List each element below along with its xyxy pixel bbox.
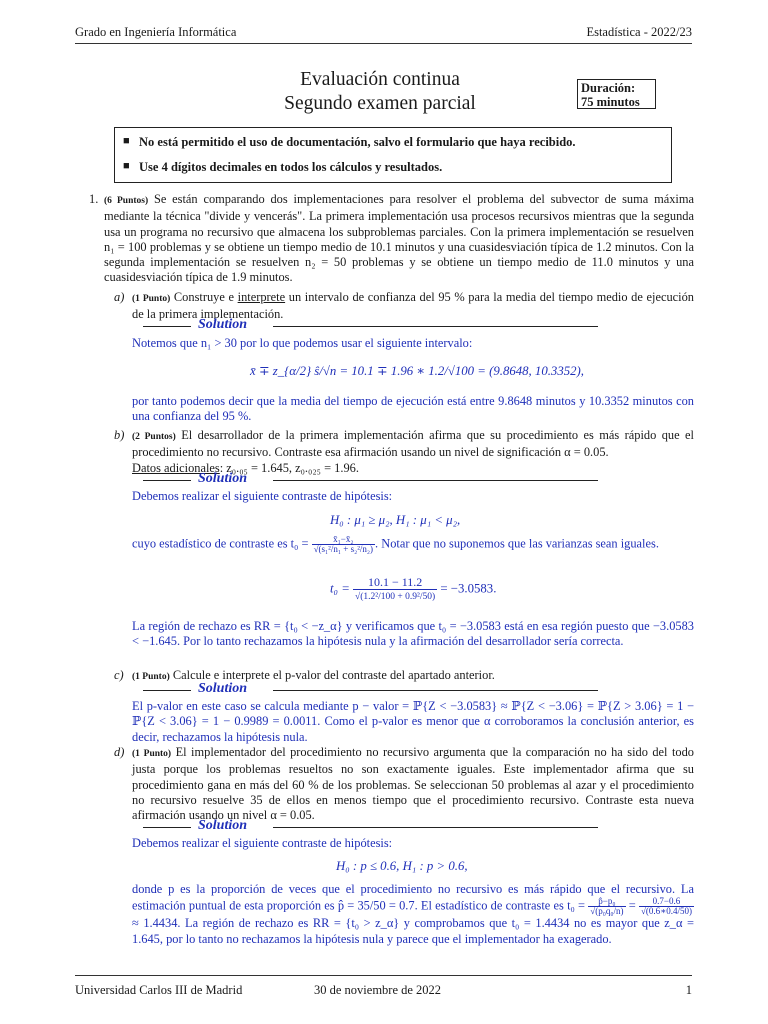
part-d-value-fraction: $\frac{0.7-0.6}{√(0.6∗0.4/50)}$ [640,896,692,917]
part-b-statistic-text: cuyo estadístico de contraste es t₀ = [132,536,309,551]
part-d-text: El implementador del procedimiento no recursivo argumenta que la comparación no ha sido del todo justa porque los problemas resueltos no son exactamente iguales. Este implementador afirma que su procedimiento gana en más del 60 % de los problemas. Se seleccionan 50 problemas al azar y el procedimiento no recursivo resuelve 35 de ellos en menos tiempo que el procedimiento recursivo. Contraste esta nueva afirmación usando un nivel α = 0.05. [132,745,694,823]
part-a-solution-intro: Notemos que n₁ > 30 por lo que podemos usar el siguiente intervalo: [132,336,473,350]
part-c-label: c) [114,668,124,682]
solution-rule [143,690,191,691]
solution-label: Solution [198,317,248,332]
part-d-solution-conclusion: ≈ 1.4434. La región de rechazo es RR = {t₀ > z_α} y comprobamos que t₀ = 1.4434 no es mayor que z_α = 1.645, por lo tanto no rechazamos la hipótesis nula y parece que el implementador ha exagerado. [132,916,694,946]
header-left: Grado en Ingeniería Informática [75,25,237,39]
part-a-text-end: un intervalo de confianza del 95 % para la media del tiempo medio de ejecución de la primera implementación. [132,290,694,322]
title-line-1: Evaluación continua [300,69,460,90]
title-line-2: Segundo examen parcial [284,93,476,114]
t0-fraction [353,575,437,604]
part-c-solution: El p-valor en este caso se calcula mediante p − valor = ℙ{Z < −3.0583} ≈ ℙ{Z < −3.06} = ℙ{Z > 3.06} = 1 − ℙ{Z < 3.06} = 1 − 0.9989 = 0.0011. Como el p-valor es menor que α corroboramos la conclusión anterior, es decir, rechazamos la hipótesis nula. [132,699,694,744]
question-number: 1. [89,192,99,206]
page-title [265,68,495,116]
question-points: (6 Puntos) [104,196,149,206]
bullet-icon: ■ [123,160,130,172]
solution-rule [143,827,191,828]
part-d-solution-definition: donde p es la proporción de veces que el procedimiento no recursivo es más rápido que el recursivo. [132,882,676,896]
header-right: Estadística - 2022/23 [586,25,692,39]
solution-rule [273,690,598,691]
question-text: Se están comparando dos implementaciones para resolver el problema del subvector de suma máxima mediante la técnica "divide y vencerás". La primera implementación usa procesos recursivos mientras que la segunda usa un programa no recursivo que almacena los subproblemas parciales. Con la primera implementación se resuelven n₁ = 100 problemas y se obtiene un tiempo medio de 10.1 minutos y una cuasidesviación típica de 1.2 minutos. Con la segunda implementación se resuelven n₂ = 50 problemas y se obtiene un tiempo medio de 11.0 minutos y una cuasidesviación típica de 1.9 minutos. [104,192,694,285]
solution-rule [273,827,598,828]
t0-lhs: t₀ = [330,581,350,596]
solution-bar [143,318,598,334]
part-d-hypotheses: H₀ : p ≤ 0.6, H₁ : p > 0.6, [336,859,468,873]
part-d-solution-estimate: La estimación puntual de esta proporción es p̂ = 35/50 = 0.7. El estadístico de contraste es t₀ = [132,882,694,913]
part-a-label: a) [114,290,125,304]
part-c-points: (1 Punto) [132,672,170,682]
part-a-underlined: interprete [237,290,286,304]
solution-label: Solution [198,681,248,696]
part-b-hypotheses: H₀ : μ₁ ≥ μ₂, H₁ : μ₁ < μ₂, [330,513,461,527]
part-b-statistic-paragraph [132,535,694,554]
solution-rule [143,480,191,481]
part-d-statistic-fraction: $\frac{\text{p̂−p₀}}{\text{√(p₀q₀/n)}}$ [590,896,624,917]
notice-box [114,127,672,183]
duration-value: 75 minutos [581,95,640,109]
solution-rule [143,326,191,327]
solution-rule [273,480,598,481]
footer-rule [75,975,692,976]
statistic-fraction: $\frac{\text{x̄₁−x̄₂}}{\text{√(s₁²/n₁ + s₂²/n₂)}}$ [313,534,374,554]
header-rule [75,43,692,44]
part-b-text: El desarrollador de la primera implementación afirma que su procedimiento es más rápido que el procedimiento no recursivo. Contraste esa afirmación usando un nivel de significación α = 0.05. [132,428,694,460]
part-b-solution-intro: Debemos realizar el siguiente contraste de hipótesis: [132,489,393,503]
notice-item-text: Use 4 dígitos decimales en todos los cálculos y resultados. [139,160,443,174]
part-d-solution-paragraph: donde p es la proporción de veces que el procedimiento no recursivo es más rápido que el recursivo. La estimación puntual de esta proporción es p̂ = 35/50 = 0.7. El estadístico de contraste es t₀ = $\frac{\text{p̂−p₀}}{\text{√(p₀q₀/n)}}$ = $\frac{0.7-0.6}{√(0.6∗0.4/50)}$ ≈ 1.4434. La región de rechazo es RR = {t₀ > z_α} y comprobamos que t₀ = 1.4434 no es mayor que z_α = 1.645, por lo tanto no rechazamos la hipótesis nula y parece que el implementador ha exagerado. [132,882,694,946]
part-b-extra-label: Datos adicionales [132,460,220,475]
t0-numerator: 10.1 − 11.2 [353,575,437,590]
part-b-points: (2 Puntos) [132,432,176,442]
footer-left: Universidad Carlos III de Madrid [75,983,243,997]
duration-label: Duración: [581,81,636,95]
solution-label: Solution [198,471,248,486]
solution-label: Solution [198,818,248,833]
duration-box [577,79,656,109]
part-b-statistic-note: . Notar que no suponemos que las varianzas sean iguales. [375,536,659,551]
part-b-solution-conclusion: La región de rechazo es RR = {t₀ < −z_α} y verificamos que t₀ = −3.0583 está en esa región puesto que −3.0583 < −1.645. Por lo tanto rechazamos la hipótesis nula y la afirmación del desarrollador sería correcta. [132,619,694,649]
solution-bar [143,472,598,488]
part-b-label: b) [114,428,125,442]
question-statement [104,192,694,286]
part-d-points: (1 Punto) [132,749,172,759]
notice-item-text: No está permitido el uso de documentación, salvo el formulario que haya recibido. [139,135,576,149]
part-a-interval-equation: x̄ ∓ z_{α/2} ŝ/√n = 10.1 ∓ 1.96 ∗ 1.2/√100 = (9.8648, 10.3352), [250,364,584,378]
footer-date: 30 de noviembre de 2022 [314,983,442,997]
solution-bar [143,682,598,698]
t0-rhs: = −3.0583. [440,581,497,596]
part-b-t0-equation [330,575,496,604]
part-d-statement [132,745,694,823]
page-number: 1 [685,983,692,997]
bullet-icon: ■ [123,135,130,147]
part-b-statement [132,428,694,476]
t0-denominator: √(1.2²/100 + 0.9²/50) [355,592,436,602]
part-d-solution-intro: Debemos realizar el siguiente contraste de hipótesis: [132,836,393,850]
solution-bar [143,819,598,835]
part-a-solution-conclusion: por tanto podemos decir que la media del tiempo de ejecución está entre 9.8648 minutos y 10.3352 minutos con una confianza del 95 %. [132,394,694,424]
part-b-extra-text: : z₀.₀₅ = 1.645, z₀.₀₂₅ = 1.96. [219,460,359,475]
part-d-label: d) [114,745,125,759]
solution-rule [273,326,598,327]
part-a-points: (1 Punto) [132,294,171,304]
part-a-text: Construye e [173,290,238,304]
part-c-text: Calcule e interprete el p-valor del contraste del apartado anterior. [172,668,495,682]
